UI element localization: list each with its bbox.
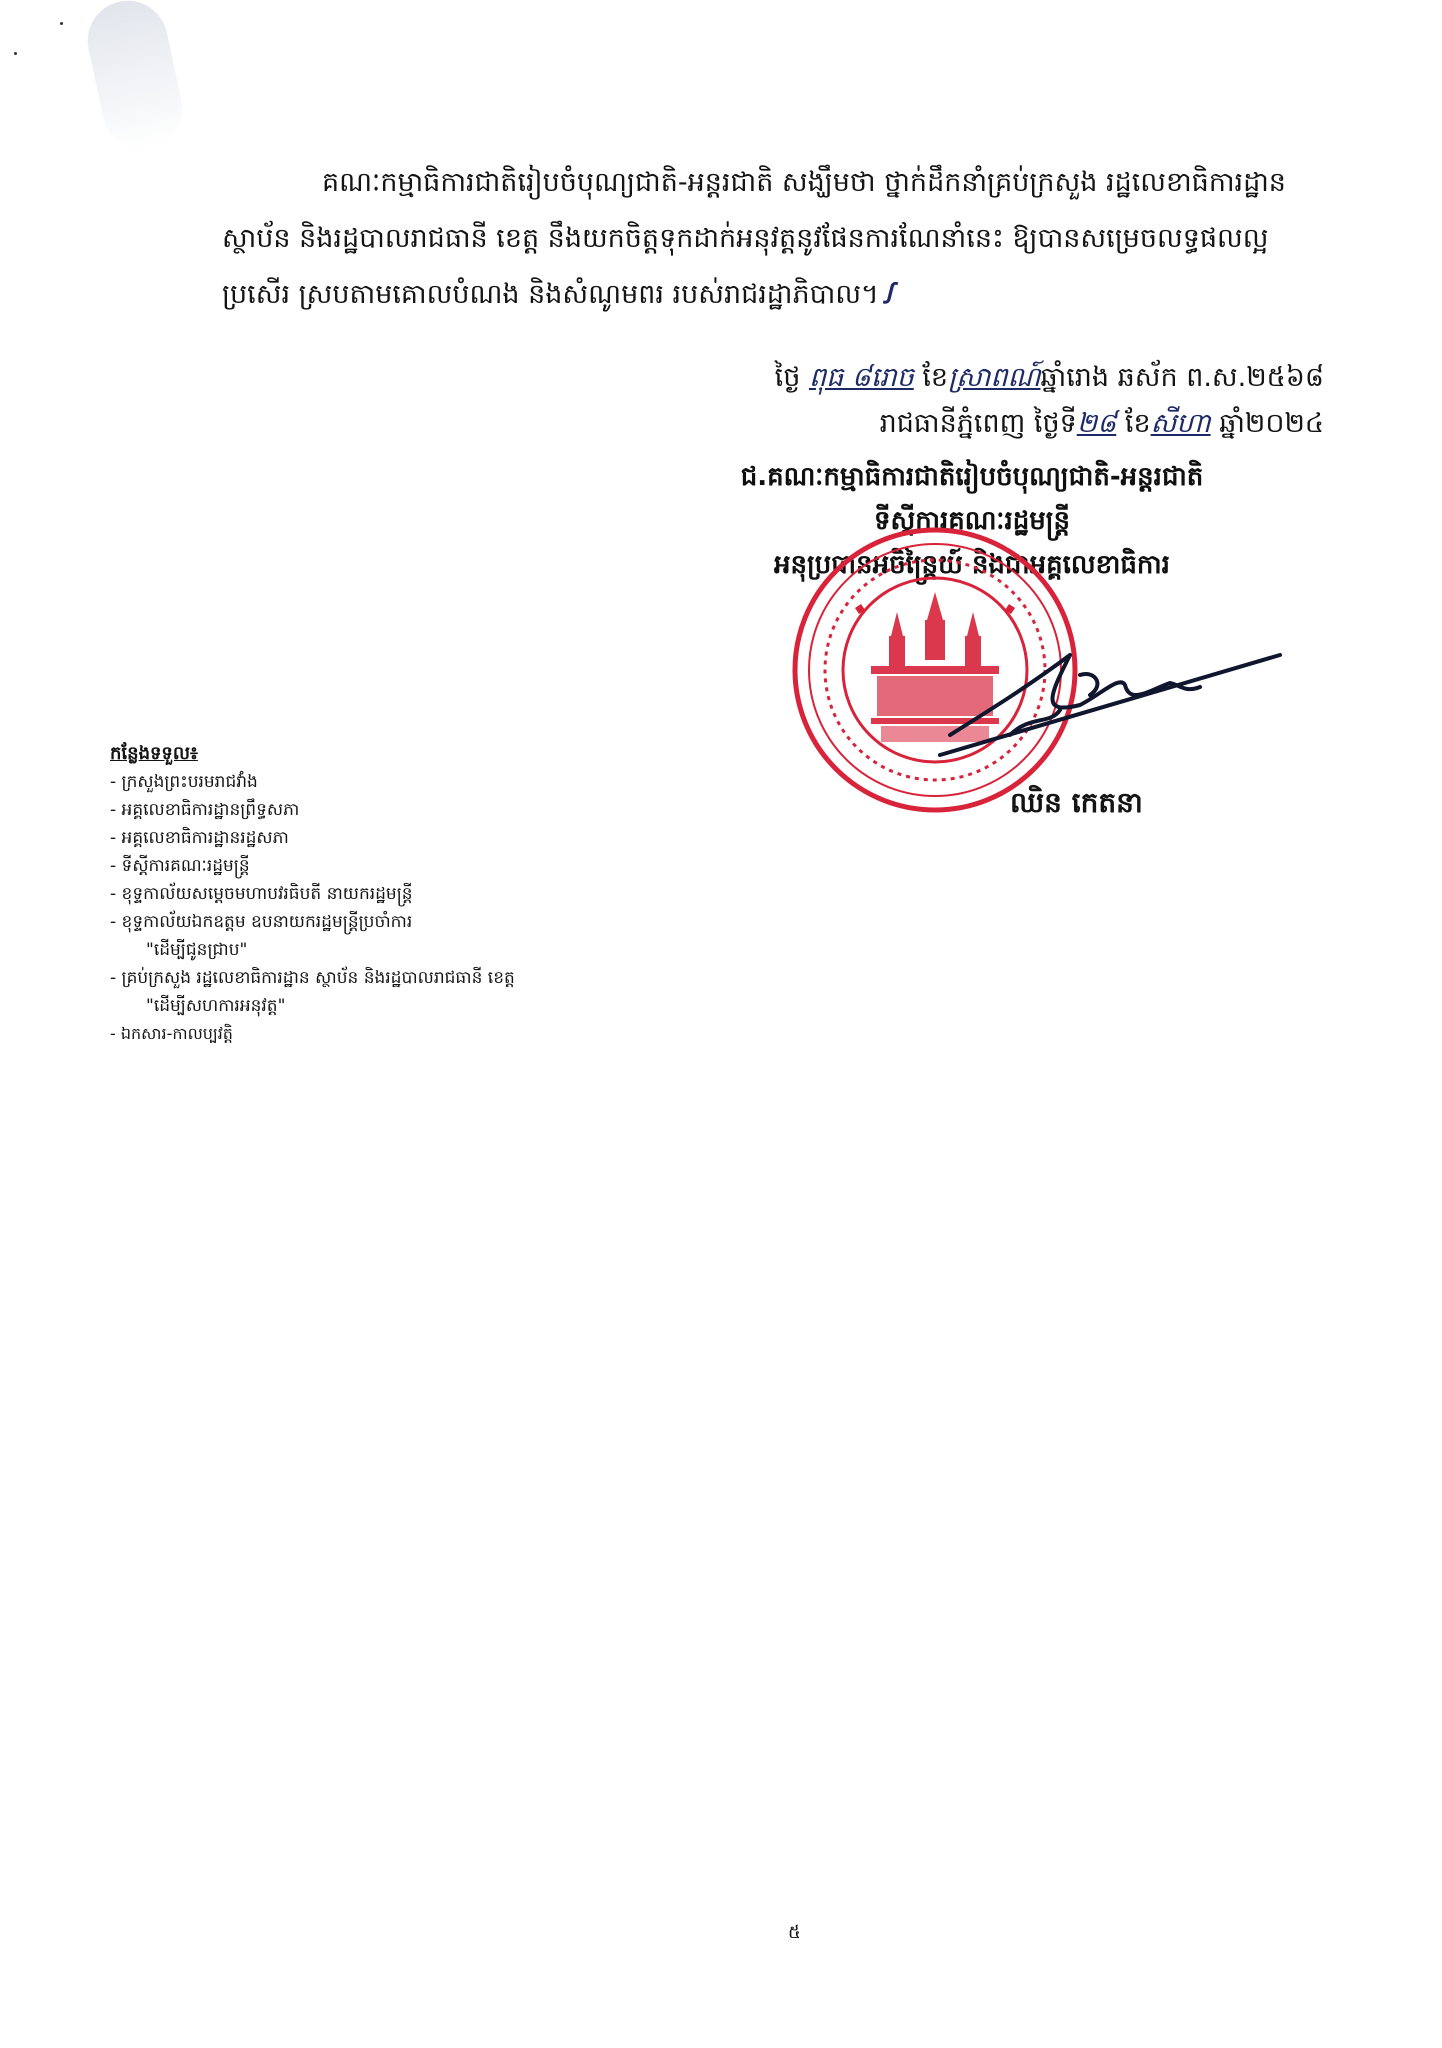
solar-prefix: រាជធានីភ្នំពេញ ថ្ងៃទី [879,408,1077,439]
lunar-date [624,355,1324,401]
lunar-month-label: ខែ [922,362,949,393]
lunar-month-handwritten: ស្រាពណ៍ [948,362,1041,393]
lunar-prefix: ថ្ងៃ [774,362,801,393]
recipients-list [110,740,670,1048]
list-item: - ក្រសួងព្រះបរមរាជវាំង [110,772,258,792]
date-block [624,355,1324,447]
solar-suffix: ឆ្នាំ២០២៤ [1219,408,1324,439]
lunar-suffix: ឆ្នាំរោង ឆស័ក ព.ស.២៥៦៨ [1040,362,1324,393]
list-item: - ខុទ្ទកាល័យសម្តេចមហាបវរធិបតី នាយករដ្ឋមន្ត្រី [110,884,413,904]
list-item: - ឯកសារ-កាលប្បវត្តិ [110,1024,233,1043]
paragraph-line: ស្ថាប័ន និងរដ្ឋបាលរាជធានី ខេត្ត នឹងយកចិត្តទុកដាក់អនុវត្តនូវផែនការណែនាំនេះ ឱ្យបានសម្រេចលទ្ធផលល្អ [222,223,1269,254]
solar-month-label: ខែ [1124,408,1151,439]
handwritten-signature-icon [920,615,1300,775]
scan-smudge [80,0,189,157]
body-paragraph [222,155,1352,323]
list-item: - គ្រប់ក្រសួង រដ្ឋលេខាធិការដ្ឋាន ស្ថាប័ន និងរដ្ឋបាលរាជធានី ខេត្ត [110,968,515,988]
scan-speck [60,22,63,25]
scan-speck [14,52,17,55]
recipients-title: កន្លែងទទួល៖ [110,743,198,764]
page-number: ៥ [788,1922,801,1943]
list-item-note: "ដើម្បីសហការអនុវត្ត" [146,996,286,1016]
signatory-org: ជ.គណៈកម្មាធិការជាតិរៀបចំបុណ្យជាតិ-អន្តរជាតិ [740,462,1204,492]
solar-month-handwritten: សីហា [1150,408,1211,439]
list-item-note: "ដើម្បីជូនជ្រាប" [146,940,248,960]
signer-name: ឈិន កេតនា [1010,786,1143,819]
lunar-day-handwritten: ពុធ ៨រោច [808,362,914,393]
solar-date [624,401,1324,447]
signatory-title: អនុប្រធានអចិន្ត្រៃយ៍ និងជាអគ្គលេខាធិការ [774,550,1170,580]
paragraph-line [222,267,1352,323]
list-item: - ខុទ្ទកាល័យឯកឧត្តម ឧបនាយករដ្ឋមន្ត្រីប្រចាំការ [110,912,413,932]
list-item: - ទីស្តីការគណៈរដ្ឋមន្ត្រី [110,856,250,876]
list-item: - អគ្គលេខាធិការដ្ឋានព្រឹទ្ធសភា [110,800,300,820]
paragraph-line-text: ប្រសើរ ស្របតាមគោលបំណង និងសំណូមពរ របស់រាជរដ្ឋាភិបាល។ [222,279,879,310]
list-item: - អគ្គលេខាធិការដ្ឋានរដ្ឋសភា [110,828,289,848]
signatory-office: ទីស្តីការគណៈរដ្ឋមន្ត្រី [874,506,1070,536]
solar-day-handwritten: ២៨ [1076,408,1117,439]
paragraph-line: គណៈកម្មាធិការជាតិរៀបចំបុណ្យជាតិ-អន្តរជាតិ សង្ឃឹមថា ថ្នាក់ដឹកនាំគ្រប់ក្រសួង រដ្ឋលេខាធិការដ្ឋាន [322,167,1286,198]
initials-mark: ꭍ [882,279,893,310]
